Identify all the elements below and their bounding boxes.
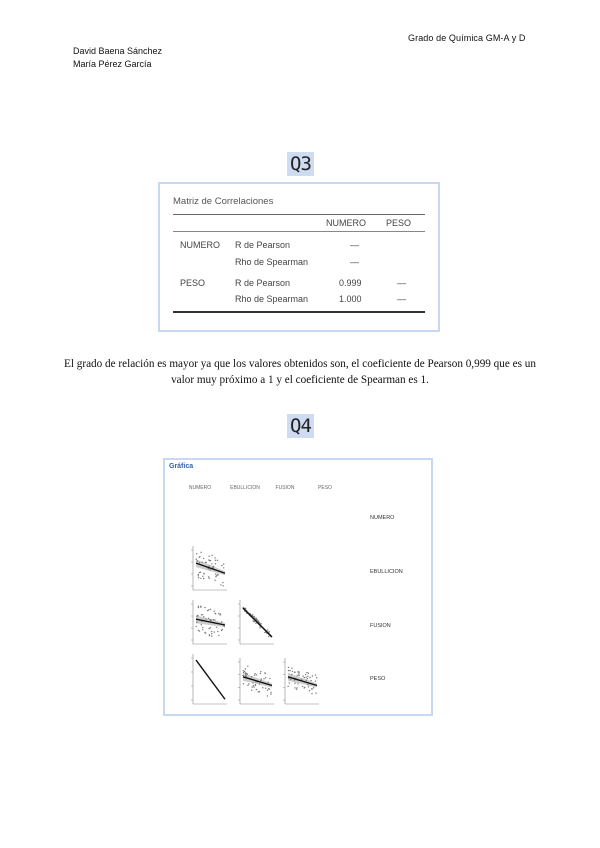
scatter-point	[210, 620, 211, 621]
row-statistic: R de Pearson	[235, 240, 291, 250]
scatter-point	[223, 563, 224, 564]
scatter-point	[222, 582, 223, 583]
scatter-point	[309, 690, 310, 691]
scatter-point	[267, 695, 268, 696]
scatter-point	[264, 632, 265, 633]
scatter-point	[265, 673, 266, 674]
figure-label: Gráfica	[169, 463, 194, 470]
scatter-point	[259, 627, 260, 628]
scatter-point	[311, 693, 312, 694]
table-cell: —	[350, 257, 359, 267]
scatter-point	[252, 620, 253, 621]
column-label: NUMERO	[188, 485, 212, 491]
scatter-point	[208, 628, 209, 629]
scatter-point	[251, 676, 252, 677]
scatter-point	[223, 585, 224, 586]
scatter-point	[260, 680, 261, 681]
scatter-point	[306, 672, 307, 673]
q3-heading: Q3	[287, 152, 314, 176]
scatter-point	[202, 562, 203, 563]
scatter-point	[251, 690, 252, 691]
scatter-point	[208, 565, 209, 566]
scatter-point	[213, 611, 214, 612]
scatter-point	[312, 675, 313, 676]
table-cell: —	[397, 278, 406, 288]
scatter-point	[290, 679, 291, 680]
scatter-point	[265, 677, 266, 678]
scatter-point	[200, 552, 201, 553]
scatter-point	[270, 692, 271, 693]
scatter-point	[244, 671, 245, 672]
scatter-point	[196, 626, 197, 627]
scatter-point	[256, 674, 257, 675]
scatter-point	[196, 559, 197, 560]
scatter-point	[210, 569, 211, 570]
scatter-point	[215, 560, 216, 561]
scatter-point	[307, 684, 308, 685]
scatter-point	[211, 633, 212, 634]
scatter-point	[258, 620, 259, 621]
scatter-point	[214, 580, 215, 581]
scatter-point	[199, 572, 200, 573]
scatter-point	[214, 619, 215, 620]
confidence-band	[288, 673, 317, 688]
scatter-point	[294, 687, 295, 688]
scatter-point	[218, 613, 219, 614]
scatter-point	[291, 668, 292, 669]
scatter-point	[196, 553, 197, 554]
scatter-point	[221, 565, 222, 566]
scatter-point	[270, 693, 271, 694]
table-rule-bottom	[173, 311, 425, 313]
scatter-point	[309, 677, 310, 678]
scatter-point	[289, 682, 290, 683]
scatter-point	[243, 683, 244, 684]
scatter-point	[298, 674, 299, 675]
scatter-point	[263, 678, 264, 679]
table-rule-top	[173, 214, 425, 215]
scatter-point	[198, 574, 199, 575]
scatter-point	[288, 667, 289, 668]
scatter-point	[248, 683, 249, 684]
scatter-point	[211, 555, 212, 556]
scatter-point	[220, 584, 221, 585]
row-variable: NUMERO	[180, 240, 220, 250]
scatter-point	[308, 673, 309, 674]
author-name: David Baena Sánchez	[73, 46, 163, 56]
scatter-point	[298, 672, 299, 673]
scatter-point	[213, 619, 214, 620]
conclusion-paragraph: El grado de relación es mayor ya que los valores obtenidos son, el coeficiente de Pearson 0,999 que es un valor muy próximo a 1 y el coeficiente de Spearman es 1.	[64, 358, 536, 386]
scatter-point	[315, 692, 316, 693]
scatter-point	[210, 609, 211, 610]
scatter-point	[268, 682, 269, 683]
row-label: PESO	[370, 676, 386, 682]
scatter-point	[307, 676, 308, 677]
scatter-point	[289, 670, 290, 671]
scatter-point	[253, 686, 254, 687]
scatter-point	[297, 683, 298, 684]
scatter-point	[307, 678, 308, 679]
scatter-point	[201, 624, 202, 625]
author-name: María Pérez García	[73, 59, 152, 69]
scatter-point	[202, 627, 203, 628]
scatter-point	[215, 563, 216, 564]
scatter-point	[310, 680, 311, 681]
row-label: FUSION	[370, 623, 391, 629]
authors	[73, 45, 162, 71]
scatter-point	[260, 671, 261, 672]
scatter-point	[203, 578, 204, 579]
scatter-point	[217, 631, 218, 632]
scatter-point	[198, 606, 199, 607]
column-header: NUMERO	[326, 218, 366, 228]
scatter-point	[316, 677, 317, 678]
scatter-point	[255, 673, 256, 674]
scatter-point	[247, 666, 248, 667]
scatter-point	[211, 635, 212, 636]
scatter-point	[305, 677, 306, 678]
course-header: Grado de Química GM-A y D	[408, 33, 526, 43]
scatter-point	[304, 687, 305, 688]
scatter-point	[315, 680, 316, 681]
scatter-point	[199, 556, 200, 557]
scatter-point	[292, 671, 293, 672]
scatter-point	[224, 626, 225, 627]
scatter-point	[257, 619, 258, 620]
scatter-point	[247, 685, 248, 686]
scatter-point	[204, 607, 205, 608]
scatter-point	[262, 687, 263, 688]
scatter-point	[223, 567, 224, 568]
scatter-point	[198, 630, 199, 631]
scatter-point	[199, 630, 200, 631]
scatter-point	[297, 671, 298, 672]
scatter-point	[215, 613, 216, 614]
scatter-point	[217, 574, 218, 575]
row-statistic: Rho de Spearman	[235, 294, 309, 304]
row-label: NUMERO	[370, 515, 395, 521]
scatter-point	[269, 678, 270, 679]
scatter-point	[308, 686, 309, 687]
scatter-point	[198, 577, 199, 578]
scatter-point	[252, 615, 253, 616]
table-cell: —	[350, 240, 359, 250]
scatter-point	[242, 675, 243, 676]
scatter-point	[221, 621, 222, 622]
scatter-point	[294, 672, 295, 673]
scatter-point	[294, 683, 295, 684]
row-statistic: R de Pearson	[235, 278, 291, 288]
correlation-matrix-table	[158, 182, 440, 332]
scatter-point	[221, 630, 222, 631]
scatter-point	[209, 635, 210, 636]
scatter-point	[302, 686, 303, 687]
scatter-point	[218, 635, 219, 636]
scatter-point	[203, 558, 204, 559]
scatter-point	[267, 629, 268, 630]
scatter-point	[214, 631, 215, 632]
scatter-point	[200, 606, 201, 607]
scatter-point	[196, 622, 197, 623]
scatter-point	[197, 560, 198, 561]
table-cell: —	[397, 294, 406, 304]
scatter-point	[296, 687, 297, 688]
scatter-point	[251, 686, 252, 687]
row-variable: PESO	[180, 278, 206, 288]
scatter-point	[243, 670, 244, 671]
scatter-point	[313, 687, 314, 688]
fit-line	[243, 608, 272, 637]
scatter-point	[265, 688, 266, 689]
scatter-point	[268, 636, 269, 637]
scatter-point	[204, 632, 205, 633]
scatter-point	[256, 689, 257, 690]
scatter-point	[208, 556, 209, 557]
scatter-point	[219, 614, 220, 615]
scatter-point	[203, 616, 204, 617]
column-label: FUSION	[275, 485, 295, 491]
scatter-point	[255, 623, 256, 624]
scatter-point	[259, 683, 260, 684]
scatter-point	[291, 674, 292, 675]
scatter-point	[201, 614, 202, 615]
scatter-point	[255, 685, 256, 686]
scatter-point	[208, 576, 209, 577]
scatter-point	[259, 691, 260, 692]
scatter-point	[302, 675, 303, 676]
scatter-point	[209, 578, 210, 579]
scatter-matrix-figure	[163, 458, 433, 716]
scatter-point	[296, 689, 297, 690]
column-label: PESO	[318, 485, 332, 491]
column-header: PESO	[386, 218, 412, 228]
scatter-point	[214, 557, 215, 558]
scatter-point	[208, 568, 209, 569]
scatter-point	[211, 563, 212, 564]
scatter-point	[196, 616, 197, 617]
scatter-point	[245, 668, 246, 669]
table-caption: Matriz de Correlaciones	[173, 196, 274, 207]
scatter-point	[254, 674, 255, 675]
scatter-point	[267, 690, 268, 691]
scatter-point	[297, 675, 298, 676]
scatter-point	[258, 691, 259, 692]
scatter-point	[217, 560, 218, 561]
q4-heading: Q4	[287, 414, 314, 438]
scatter-point	[205, 562, 206, 563]
scatter-point	[208, 609, 209, 610]
table-rule-header	[173, 231, 425, 232]
scatter-point	[269, 689, 270, 690]
scatter-point	[200, 578, 201, 579]
row-label: EBULLICION	[370, 569, 403, 575]
scatter-point	[252, 682, 253, 683]
scatter-point	[288, 670, 289, 671]
scatter-point	[253, 685, 254, 686]
scatter-point	[198, 607, 199, 608]
scatter-point	[209, 560, 210, 561]
scatter-point	[208, 618, 209, 619]
pair-plot-matrix	[165, 460, 431, 714]
scatter-point	[246, 673, 247, 674]
scatter-point	[210, 627, 211, 628]
scatter-point	[287, 686, 288, 687]
scatter-point	[202, 629, 203, 630]
column-label: EBULLICION	[230, 485, 260, 491]
scatter-point	[216, 627, 217, 628]
scatter-point	[211, 631, 212, 632]
scatter-point	[315, 674, 316, 675]
scatter-point	[202, 576, 203, 577]
scatter-point	[260, 623, 261, 624]
scatter-point	[254, 616, 255, 617]
scatter-point	[312, 688, 313, 689]
scatter-point	[203, 573, 204, 574]
scatter-point	[260, 673, 261, 674]
table-cell: 1.000	[339, 294, 362, 304]
scatter-point	[202, 614, 203, 615]
scatter-point	[305, 674, 306, 675]
scatter-point	[261, 679, 262, 680]
scatter-point	[306, 680, 307, 681]
scatter-point	[216, 575, 217, 576]
scatter-point	[215, 573, 216, 574]
row-statistic: Rho de Spearman	[235, 257, 309, 267]
scatter-point	[199, 562, 200, 563]
scatter-point	[198, 575, 199, 576]
fit-line	[196, 660, 225, 699]
scatter-point	[304, 677, 305, 678]
scatter-point	[205, 618, 206, 619]
table-cell: 0.999	[339, 278, 362, 288]
scatter-point	[256, 618, 257, 619]
